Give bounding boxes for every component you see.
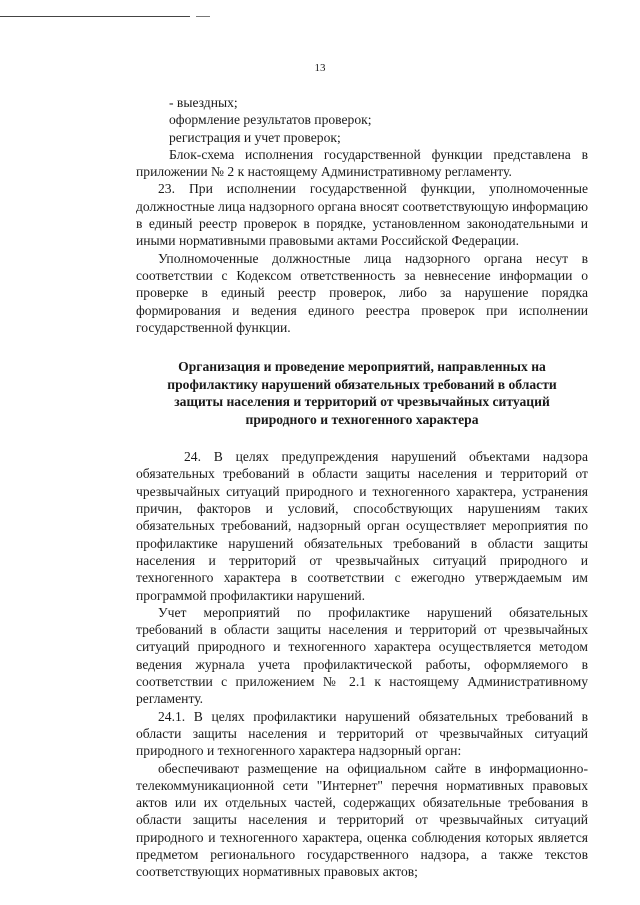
page-number: 13 <box>314 62 326 74</box>
scan-artifact-line <box>196 16 210 17</box>
paragraph-23: 23. При исполнении государственной функции, уполномоченные должностные лица надзорного органа вносят соответствующую информацию в единый реестр проверок в порядке, установленном законодательными и иными нормативными правовыми актами Российской Федерации. <box>136 181 588 249</box>
list-item: регистрация и учет проверок; <box>169 129 341 145</box>
paragraph: Учет мероприятий по профилактике нарушений обязательных требований в области защиты населения и территорий от чрезвычайных ситуаций природного и техногенного характера осуществляется методом ведения журнала учета профилактической работы, оформляемого в соответствии с приложением № 2.1 к настоящему Административному регламенту. <box>136 604 588 707</box>
paragraph: Блок-схема исполнения государственной функции представлена в приложении № 2 к настоящему Административному регламенту. <box>136 146 588 180</box>
paragraph-24: 24. В целях предупреждения нарушений объектами надзора обязательных требований в области защиты населения и территорий от чрезвычайных ситуаций природного и техногенного характера, устранения причин, факторов и условий, способствующих нарушениям таких обязательных требований, надзорный орган осуществляет мероприятия по профилактике нарушений обязательных требований в области защиты населения и территорий от чрезвычайных ситуаций природного и техногенного характера в соответствии с ежегодно утверждаемым им программой профилактики нарушений. <box>136 449 588 603</box>
section-heading: Организация и проведение мероприятий, направленных на профилактику нарушений обязательных требований в области защиты населения и территорий от чрезвычайных ситуаций природного и техногенного характера <box>167 359 557 427</box>
scan-artifact-line <box>0 16 190 17</box>
paragraph: обеспечивают размещение на официальном сайте в информационно-телекоммуникационной сети "Интернет" перечня нормативных правовых актов или их отдельных частей, содержащих обязательные требования в области защиты населения и территорий от чрезвычайных ситуаций природного и техногенного характера, оценка соблюдения которых является предметом регионального государственного надзора, а также текстов соответствующих нормативных правовых актов; <box>136 760 588 880</box>
list-item: - выездных; <box>169 95 238 110</box>
document-body <box>136 94 588 881</box>
paragraph-24-1: 24.1. В целях профилактики нарушений обязательных требований в области защиты населения и территорий от чрезвычайных ситуаций природного и техногенного характера надзорный орган: <box>136 708 588 759</box>
paragraph: Уполномоченные должностные лица надзорного органа несут в соответствии с Кодексом ответственность за невнесение информации о проверке в единый реестр проверок, либо за нарушение порядка формирования и ведения единого реестра проверок при исполнении государственной функции. <box>136 250 588 335</box>
list-item: оформление результатов проверок; <box>169 112 372 128</box>
